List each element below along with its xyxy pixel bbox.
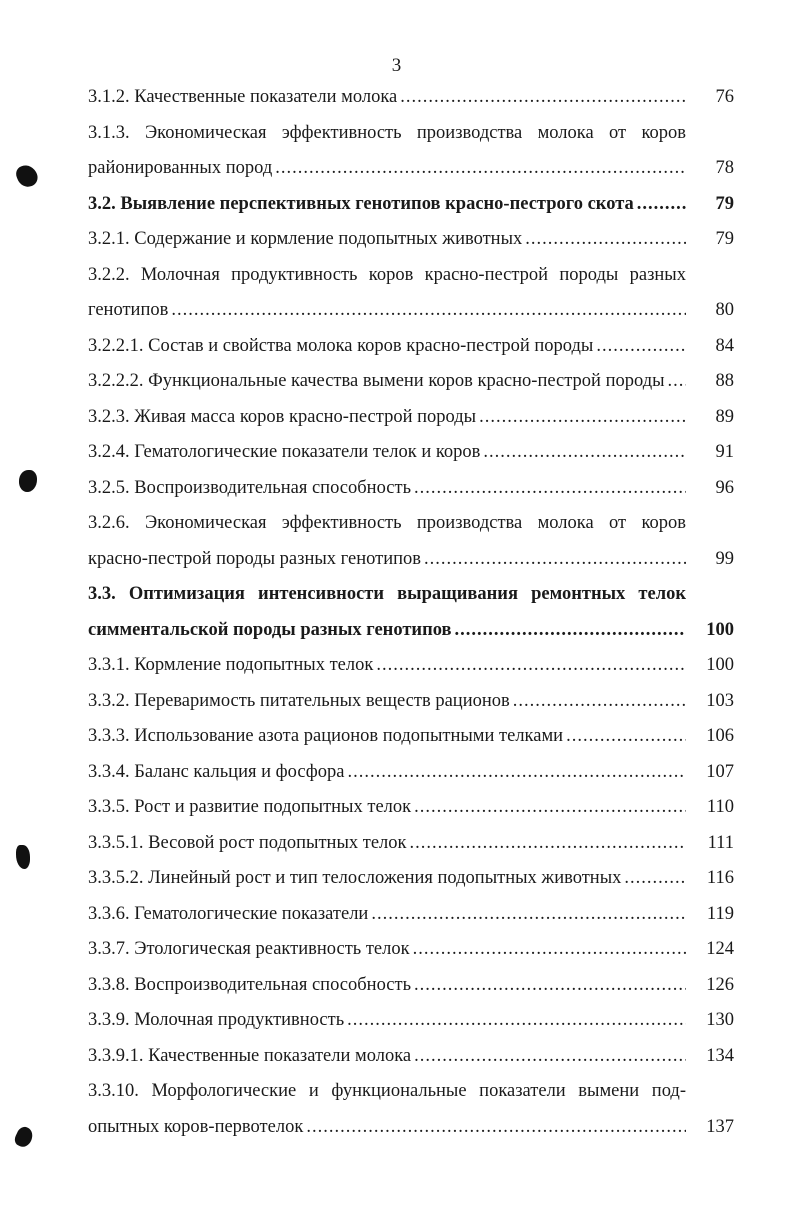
- margin-ink-blot: [13, 1125, 36, 1150]
- toc-entry-title: 3.3.2. Переваримость питательных веществ рационов: [88, 690, 510, 711]
- dot-leader: [414, 1039, 686, 1075]
- toc-entry-title: 3.3.9.1. Качественные показатели молока: [88, 1045, 412, 1066]
- toc-entry-page: 116: [706, 868, 734, 888]
- toc-entry: [88, 506, 734, 577]
- toc-entry: [88, 719, 734, 755]
- dot-leader: [483, 435, 686, 471]
- toc-entry: [88, 329, 734, 365]
- toc-entry-last-line: [88, 648, 734, 684]
- toc-entry-line: 3.1.3. Экономическая эффективность производства молока от коров: [88, 122, 686, 143]
- dot-leader: [637, 187, 686, 223]
- toc-entry-last-line: [88, 293, 734, 329]
- toc-entry-page: 76: [715, 87, 734, 107]
- toc-entry-title: 3.2.1. Содержание и кормление подопытных животных: [88, 229, 523, 249]
- toc-entry-last-line: [88, 187, 734, 223]
- toc-entry-title: 3.3.6. Гематологические показатели: [88, 903, 369, 924]
- toc-entry-line: 3.2.6. Экономическая эффективность производства молока от коров: [88, 513, 686, 533]
- toc-entry-last-line: [88, 755, 734, 791]
- toc-entry-last-line: [88, 400, 734, 436]
- toc-entry-page: 111: [707, 832, 734, 853]
- toc-entry: [88, 1003, 734, 1039]
- toc-entry-title: 3.3.1. Кормление подопытных телок: [88, 655, 374, 675]
- toc-entry-page: 130: [706, 1010, 734, 1030]
- dot-leader: [566, 719, 686, 755]
- margin-ink-blot: [16, 845, 30, 869]
- page-number: 3: [391, 55, 402, 76]
- dot-leader: [455, 613, 686, 649]
- dot-leader: [668, 364, 686, 400]
- toc-entry: [88, 471, 734, 507]
- toc-entry-title: 3.2.2.2. Функциональные качества вымени коров красно-пестрой породы: [88, 371, 665, 391]
- toc-entry: [88, 258, 734, 329]
- toc-entry-last-line: [88, 932, 734, 968]
- dot-leader: [513, 684, 686, 720]
- dot-leader: [525, 222, 686, 258]
- toc-entry-last-line: [88, 329, 734, 365]
- toc-entry: [88, 755, 734, 791]
- toc-entry-title: 3.3.5. Рост и развитие подопытных телок: [88, 797, 412, 817]
- toc-entry-page: 79: [715, 193, 734, 214]
- toc-entry-page: 107: [706, 761, 734, 782]
- toc-entry-title: 3.3.9. Молочная продуктивность: [88, 1010, 345, 1030]
- toc-entry-title: 3.2.2.1. Состав и свойства молока коров красно-пестрой породы: [88, 335, 594, 356]
- toc-entry-title: 3.2. Выявление перспективных генотипов красно-пестрого скота: [88, 193, 634, 214]
- toc-entry-title: 3.3.8. Воспроизводительная способность: [88, 974, 412, 995]
- toc-entry-title: красно-пестрой породы разных генотипов: [88, 548, 421, 569]
- toc-entry-page: 110: [706, 797, 734, 817]
- toc-entry-page: 78: [715, 158, 734, 178]
- toc-entry-page: 91: [715, 442, 734, 462]
- toc-entry-page: 100: [706, 619, 734, 640]
- toc-entry: [88, 932, 734, 968]
- toc-entry-page: 79: [715, 229, 734, 249]
- toc-entry: [88, 577, 734, 648]
- dot-leader: [400, 80, 686, 116]
- dot-leader: [414, 790, 686, 826]
- toc-entry-last-line: [88, 968, 734, 1004]
- toc-entry-page: 88: [715, 371, 734, 391]
- toc-entry-page: 134: [706, 1045, 734, 1066]
- toc-entry-page: 80: [715, 300, 734, 320]
- toc-entry: [88, 861, 734, 897]
- toc-entry: [88, 222, 734, 258]
- toc-entry: [88, 648, 734, 684]
- toc-entry-page: 119: [706, 903, 734, 924]
- toc-entry-title: 3.3.5.1. Весовой рост подопытных телок: [88, 832, 407, 853]
- dot-leader: [414, 471, 686, 507]
- toc-entry-title: 3.3.5.2. Линейный рост и тип телосложения подопытных животных: [88, 868, 622, 888]
- dot-leader: [376, 648, 686, 684]
- toc-entry: [88, 968, 734, 1004]
- toc-entry-last-line: [88, 790, 734, 826]
- toc-entry-last-line: [88, 1039, 734, 1075]
- toc-entry-last-line: [88, 435, 734, 471]
- dot-leader: [306, 1110, 686, 1146]
- toc-entry-last-line: [88, 80, 734, 116]
- toc-entry-title: 3.3.3. Использование азота рационов подопытными телками: [88, 726, 564, 746]
- toc-entry-last-line: [88, 542, 734, 578]
- dot-leader: [347, 1003, 686, 1039]
- dot-leader: [347, 755, 686, 791]
- toc-entry-page: 99: [715, 548, 734, 569]
- toc-entry: [88, 684, 734, 720]
- toc-entry-page: 106: [706, 726, 734, 746]
- toc-entry: [88, 80, 734, 116]
- toc-entry-last-line: [88, 364, 734, 400]
- dot-leader: [414, 968, 686, 1004]
- dot-leader: [479, 400, 686, 436]
- toc-entry-title: 3.3.4. Баланс кальция и фосфора: [88, 761, 345, 782]
- toc-entry-page: 103: [706, 690, 734, 711]
- toc-entry: [88, 116, 734, 187]
- toc-entry-last-line: [88, 826, 734, 862]
- dot-leader: [371, 897, 686, 933]
- dot-leader: [275, 151, 686, 187]
- toc-entry-line: 3.3. Оптимизация интенсивности выращивания ремонтных телок: [88, 584, 686, 604]
- toc-entry-line: 3.3.10. Морфологические и функциональные показатели вымени под-: [88, 1081, 686, 1101]
- toc-entry-last-line: [88, 613, 734, 649]
- toc-entry: [88, 790, 734, 826]
- toc-entry-last-line: [88, 1003, 734, 1039]
- dot-leader: [171, 293, 686, 329]
- toc-entry-page: 124: [706, 939, 734, 959]
- dot-leader: [413, 932, 686, 968]
- toc-entry-title: 3.2.3. Живая масса коров красно-пестрой породы: [88, 406, 477, 427]
- toc-entry-last-line: [88, 1110, 734, 1146]
- toc-entry-title: районированных пород: [88, 158, 273, 178]
- toc-entry-title: 3.2.5. Воспроизводительная способность: [88, 477, 412, 498]
- toc-entry-line: 3.2.2. Молочная продуктивность коров красно-пестрой породы разных: [88, 264, 686, 285]
- toc-entry-title: симментальской породы разных генотипов: [88, 619, 452, 640]
- toc-entry: [88, 1074, 734, 1145]
- toc-entry: [88, 400, 734, 436]
- toc-entry-title: 3.3.7. Этологическая реактивность телок: [88, 939, 410, 959]
- toc-entry-last-line: [88, 151, 734, 187]
- toc-entry-last-line: [88, 684, 734, 720]
- toc-entry-title: 3.1.2. Качественные показатели молока: [88, 87, 398, 107]
- toc-entry-title: 3.2.4. Гематологические показатели телок и коров: [88, 442, 481, 462]
- toc-entry-last-line: [88, 897, 734, 933]
- table-of-contents: [88, 80, 734, 1145]
- toc-entry-page: 126: [706, 974, 734, 995]
- dot-leader: [410, 826, 686, 862]
- dot-leader: [624, 861, 686, 897]
- toc-entry-page: 89: [715, 406, 734, 427]
- dot-leader: [596, 329, 686, 365]
- toc-entry-page: 84: [715, 335, 734, 356]
- toc-entry-page: 96: [715, 477, 734, 498]
- dot-leader: [424, 542, 686, 578]
- toc-entry-last-line: [88, 861, 734, 897]
- toc-entry-last-line: [88, 222, 734, 258]
- toc-entry-page: 100: [706, 655, 734, 675]
- toc-entry: [88, 897, 734, 933]
- toc-entry-last-line: [88, 719, 734, 755]
- toc-entry-title: опытных коров-первотелок: [88, 1116, 304, 1137]
- margin-ink-blot: [14, 162, 40, 190]
- toc-entry-title: генотипов: [88, 300, 169, 320]
- toc-entry: [88, 435, 734, 471]
- toc-entry: [88, 364, 734, 400]
- toc-entry: [88, 1039, 734, 1075]
- margin-ink-blot: [19, 470, 37, 492]
- toc-entry-page: 137: [706, 1116, 734, 1137]
- toc-entry: [88, 187, 734, 223]
- toc-entry-last-line: [88, 471, 734, 507]
- toc-entry: [88, 826, 734, 862]
